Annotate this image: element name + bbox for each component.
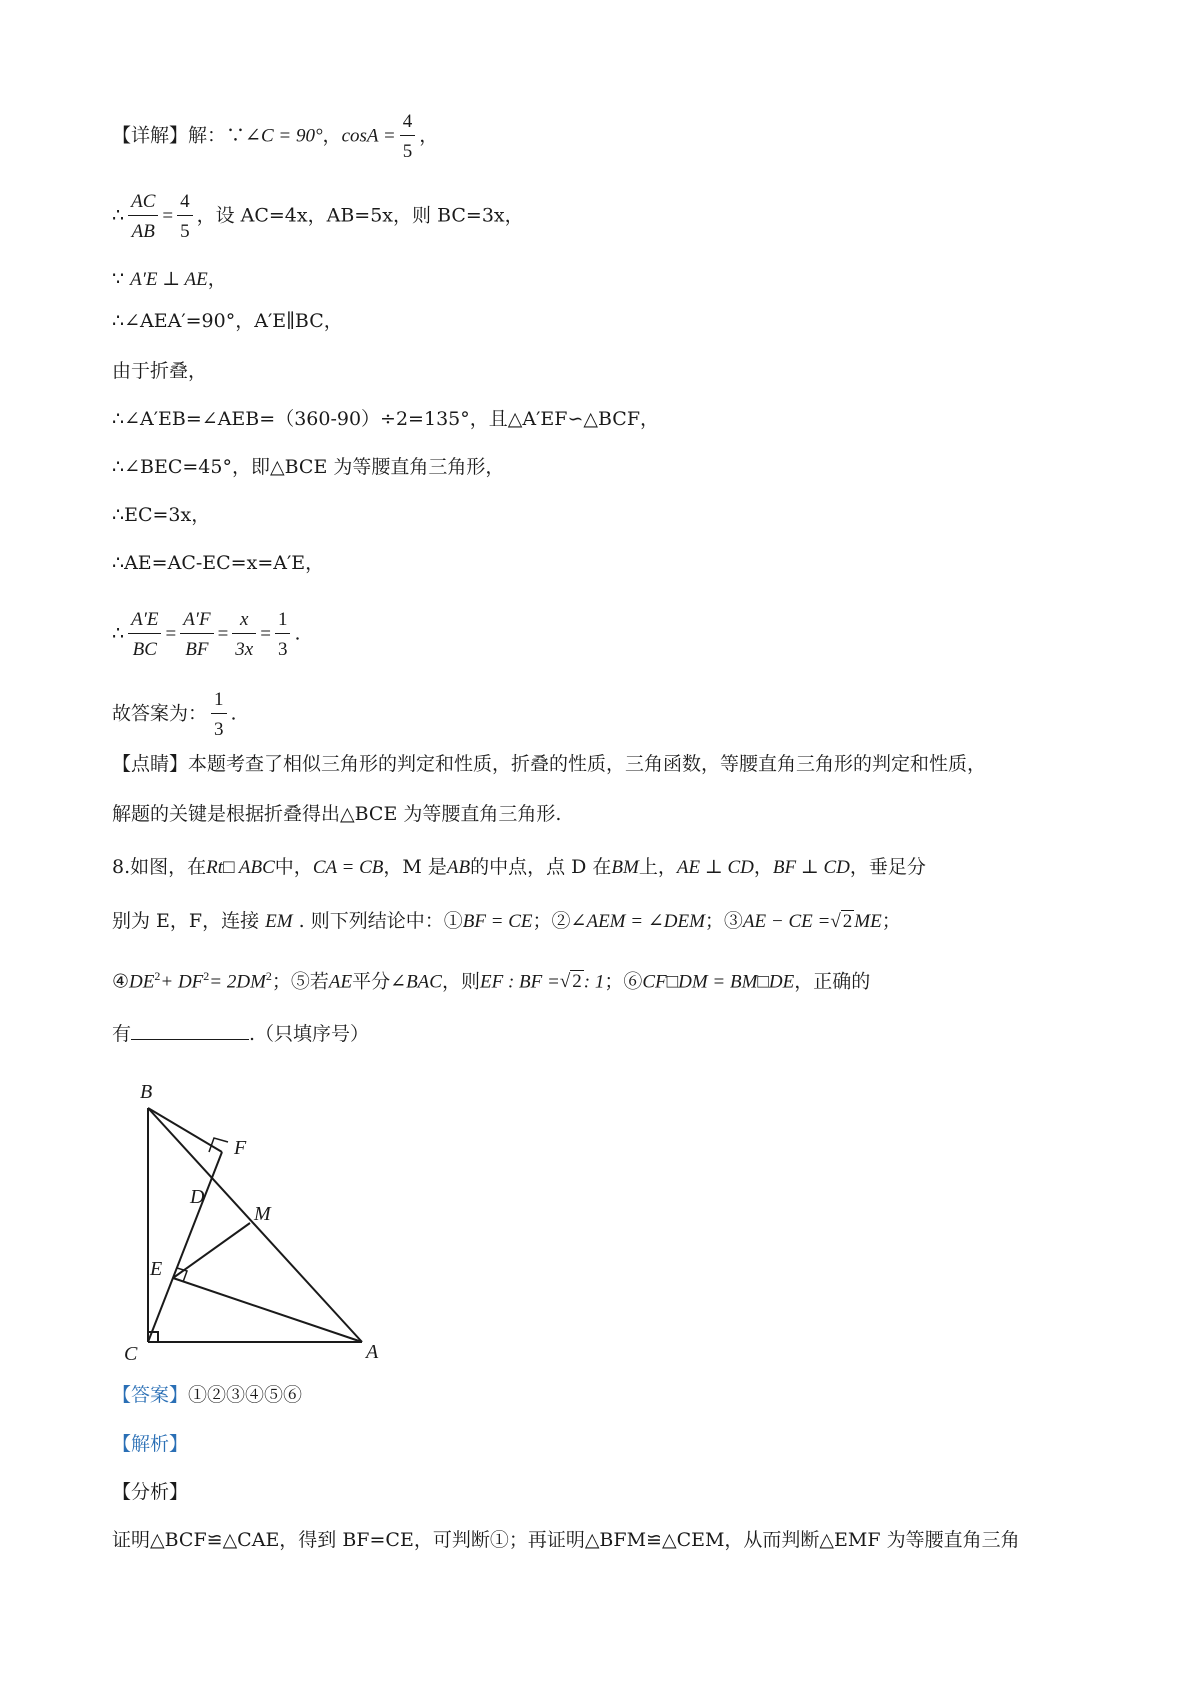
- method-tag: 【分析】: [112, 1481, 189, 1503]
- comment-tag: 【点睛】: [112, 753, 189, 775]
- answer-line: 故答案为： $\frac{1}{3}$ .: [112, 689, 237, 740]
- label-D: D: [190, 1186, 205, 1208]
- answer-value: ①②③④⑤⑥: [188, 1384, 303, 1406]
- fraction: $\frac{A'E}{BC}$: [128, 610, 161, 659]
- answer-tag: 【答案】: [112, 1384, 189, 1406]
- label-F: F: [234, 1137, 247, 1159]
- sqrt-symbol: √ 2: [559, 971, 582, 993]
- solution-line-8: ∴EC=3x，: [112, 504, 211, 526]
- solution-line-5: 由于折叠，: [112, 360, 208, 382]
- fraction: $\frac{AC}{AB}$: [128, 192, 158, 241]
- question-8-line-2: 别为 E，F，连接 EM . 则下列结论中：①BF = CE；②∠AEM = ∠DEM；③AE − CE =√ 2 ME；: [112, 910, 901, 932]
- solution-line-6: ∴∠A′EB=∠AEB=（360-90）÷2=135°，且△A′EF∽△BCF，: [112, 408, 660, 430]
- label-A: A: [366, 1341, 379, 1363]
- question-8-line-1: 8.如图，在Rt□ ABC中，CA = CB，M 是AB的中点，点 D 在BM上，AE ⊥ CD，BF ⊥ CD，垂足分: [112, 856, 926, 878]
- answer-blank[interactable]: [131, 1025, 249, 1040]
- triangle-figure: [110, 1070, 410, 1370]
- fraction: $\frac{x}{3x}$: [232, 610, 256, 659]
- analysis-text: 证明△BCF≌△CAE，得到 BF=CE，可判断①；再证明△BFM≌△CEM，从而判断△EMF 为等腰直角三角: [112, 1529, 1020, 1551]
- question-8-line-3: $④DE^2+ DF^2= 2DM^2$；⑤若AE平分∠BAC，则EF : BF =√ 2 : 1；⑥CF□DM = BM□DE，正确的: [112, 969, 871, 993]
- label-E: E: [150, 1258, 163, 1280]
- solution-line-9: ∴AE=AC-EC=x=A′E，: [112, 552, 325, 574]
- analysis-tag: 【解析】: [112, 1433, 189, 1455]
- fraction: $\frac{4}{5}$: [400, 112, 416, 161]
- sqrt-symbol: √ 2: [830, 911, 853, 932]
- answer-tag-line: [112, 1386, 302, 1405]
- detail-tag: 【详解】: [112, 124, 189, 147]
- comment-line-1: 【点睛】本题考查了相似三角形的判定和性质，折叠的性质，三角函数，等腰直角三角形的判定和性质，: [112, 753, 987, 775]
- fraction: $\frac{1}{3}$: [211, 690, 227, 739]
- comment-line-2: 解题的关键是根据折叠得出△BCE 为等腰直角三角形.: [112, 803, 562, 825]
- question-8-line-4: 有 .（只填序号）: [112, 1023, 370, 1045]
- solution-line-4: ∴∠AEA′=90°，A′E∥BC，: [112, 310, 343, 332]
- solution-line-1: 【详解】解：∵∠C = 90°，cosA = $\frac{4}{5}$ ，: [112, 111, 439, 162]
- fraction: $\frac{1}{3}$: [275, 610, 291, 659]
- solution-line-2: ∴ $\frac{AC}{AB}$ = $\frac{4}{5}$ ，设 AC=4x，AB=5x，则 BC=3x，: [112, 191, 524, 242]
- fraction: $\frac{A'F}{BF}$: [180, 610, 213, 659]
- solution-line-7: ∴∠BEC=45°，即△BCE 为等腰直角三角形，: [112, 456, 505, 478]
- label-B: B: [140, 1081, 153, 1103]
- label-C: C: [124, 1343, 138, 1365]
- solution-line-3: ∵ A′E ⊥ AE，: [112, 268, 227, 290]
- label-M: M: [254, 1203, 271, 1225]
- solution-line-10: ∴ $\frac{A'E}{BC}$ = $\frac{A'F}{BF}$ = $\frac{x}{3x}$ = $\frac{1}{3}$ .: [112, 609, 301, 660]
- fraction: $\frac{4}{5}$: [177, 192, 193, 241]
